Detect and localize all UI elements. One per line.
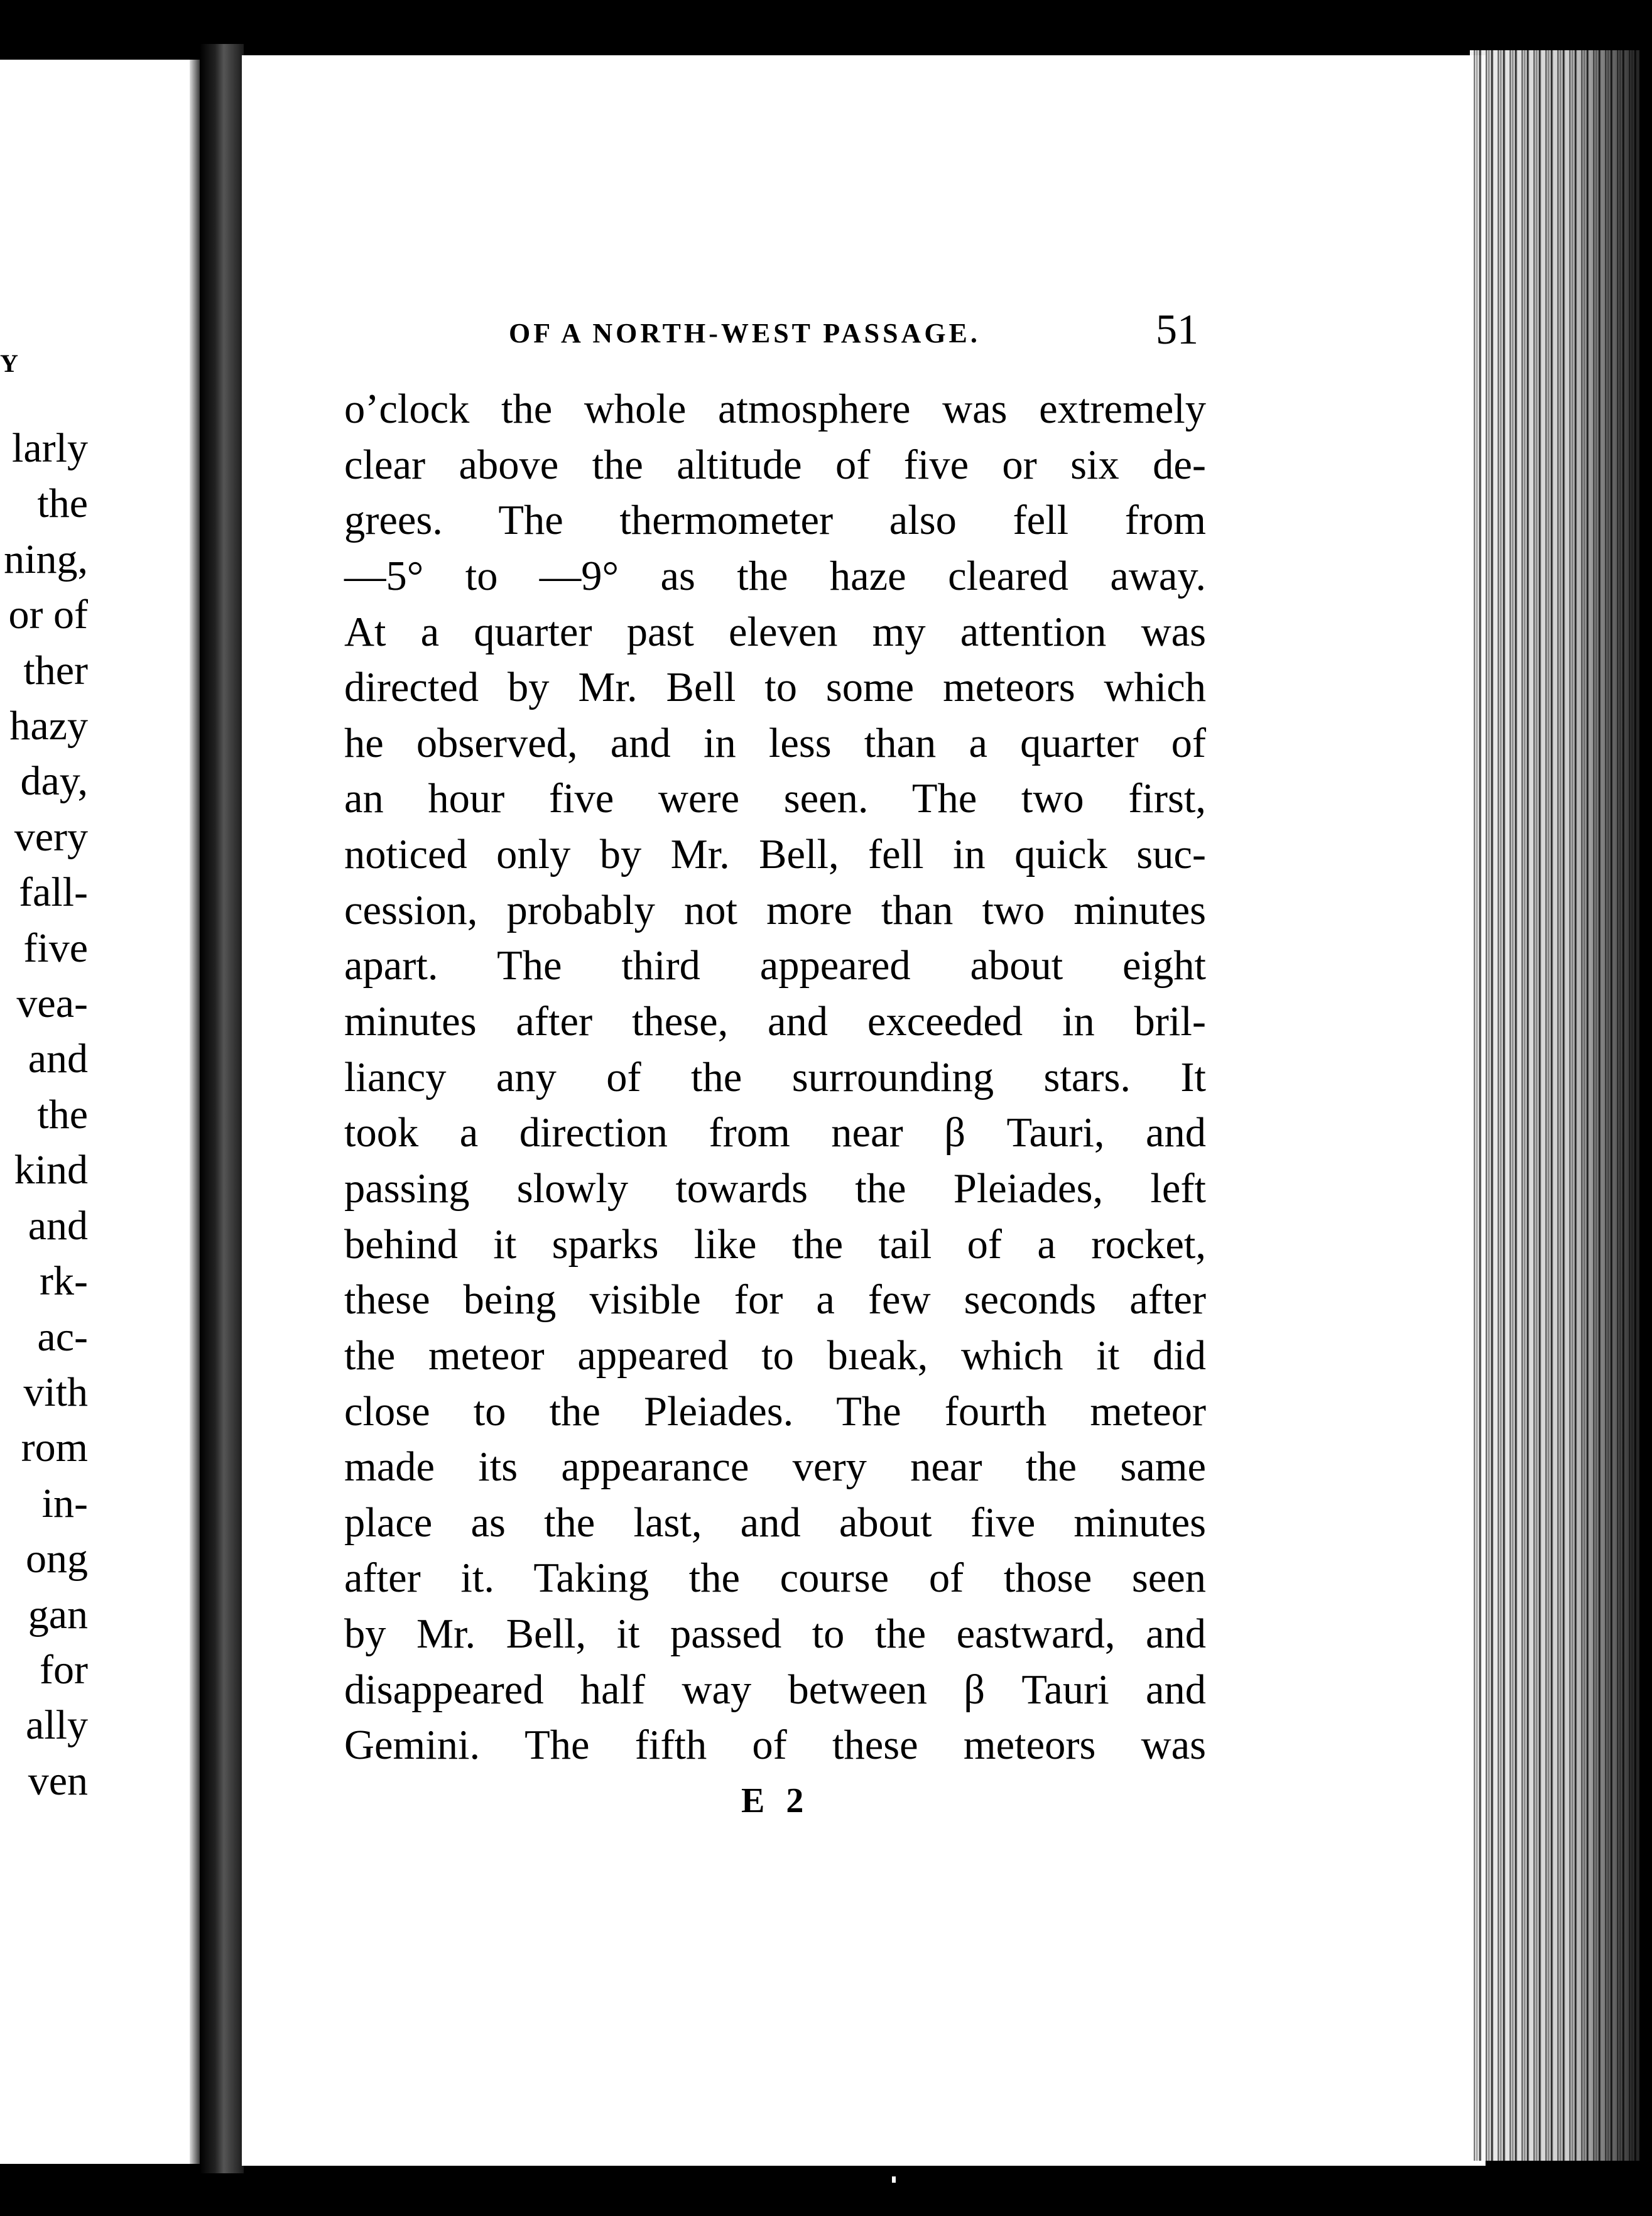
left-line: for [40,1646,88,1693]
left-line: five [23,925,88,971]
text-line: cession, probably not more than two minutes [344,887,1206,933]
text-line: passing slowly towards the Pleiades, left [344,1165,1206,1212]
left-line: ven [28,1757,88,1804]
text-line: place as the last, and about five minutes [344,1499,1206,1546]
book-spine [200,44,244,2173]
text-line: minutes after these, and exceeded in bril- [344,999,1206,1045]
left-line: in- [41,1480,88,1526]
text-line: grees. The thermometer also fell from [344,497,1206,544]
text-line: after it. Taking the course of those seen [344,1555,1206,1602]
text-line: liancy any of the surrounding stars. It [344,1054,1206,1100]
text-line: o’clock the whole atmosphere was extremely [344,386,1206,432]
left-line: and [28,1036,88,1082]
text-line: apart. The third appeared about eight [344,943,1206,989]
left-facing-page [0,60,207,2164]
left-line: larly [12,425,88,471]
left-line: gan [28,1591,88,1638]
left-line: or of [8,592,88,638]
text-line: close to the Pleiades. The fourth meteor [344,1388,1206,1435]
fore-edge-pages [1470,50,1639,2161]
left-page-line-endings [4,421,88,1809]
text-line: by Mr. Bell, it passed to the eastward, and [344,1611,1206,1658]
text-line: took a direction from near β Tauri, and [344,1110,1206,1156]
left-line: and [28,1202,88,1249]
left-line: vith [23,1369,88,1415]
text-line: noticed only by Mr. Bell, fell in quick suc- [344,832,1206,878]
text-line: directed by Mr. Bell to some meteors which [344,665,1206,711]
signature-mark: E 2 [741,1781,810,1820]
left-line: ally [26,1702,88,1749]
running-head: OF A NORTH-WEST PASSAGE. [509,318,981,349]
text-line: made its appearance very near the same [344,1444,1206,1491]
text-line: he observed, and in less than a quarter of [344,720,1206,766]
text-line: these being visible for a few seconds after [344,1277,1206,1323]
scan-speck [892,2176,896,2183]
left-line: ac- [37,1313,88,1360]
left-line: vea- [16,980,88,1027]
text-line: an hour five were seen. The two first, [344,776,1206,822]
text-line: the meteor appeared to bıeak, which it did [344,1332,1206,1379]
text-line: behind it sparks like the tail of a rocket, [344,1221,1206,1268]
left-running-head-fragment: Y [0,349,19,377]
body-text [344,382,1206,1774]
text-line: disappeared half way between β Tauri and [344,1666,1206,1713]
left-line: very [14,813,88,860]
left-line: the [37,1091,88,1138]
left-line: ning, [4,536,88,582]
text-line: —5° to —9° as the haze cleared away. [344,553,1206,599]
left-line: kind [14,1147,88,1193]
left-line: rk- [40,1258,88,1305]
left-line: ong [26,1536,88,1582]
left-line: rom [21,1425,88,1471]
left-line: the [37,481,88,527]
left-line: ther [23,647,88,693]
left-line: hazy [9,703,88,749]
page-number: 51 [1156,305,1198,353]
text-line: Gemini. The fifth of these meteors was [344,1722,1206,1769]
left-line: day, [20,758,88,805]
left-line: fall- [19,869,88,916]
text-line: At a quarter past eleven my attention was [344,609,1206,655]
text-line: clear above the altitude of five or six de- [344,442,1206,488]
